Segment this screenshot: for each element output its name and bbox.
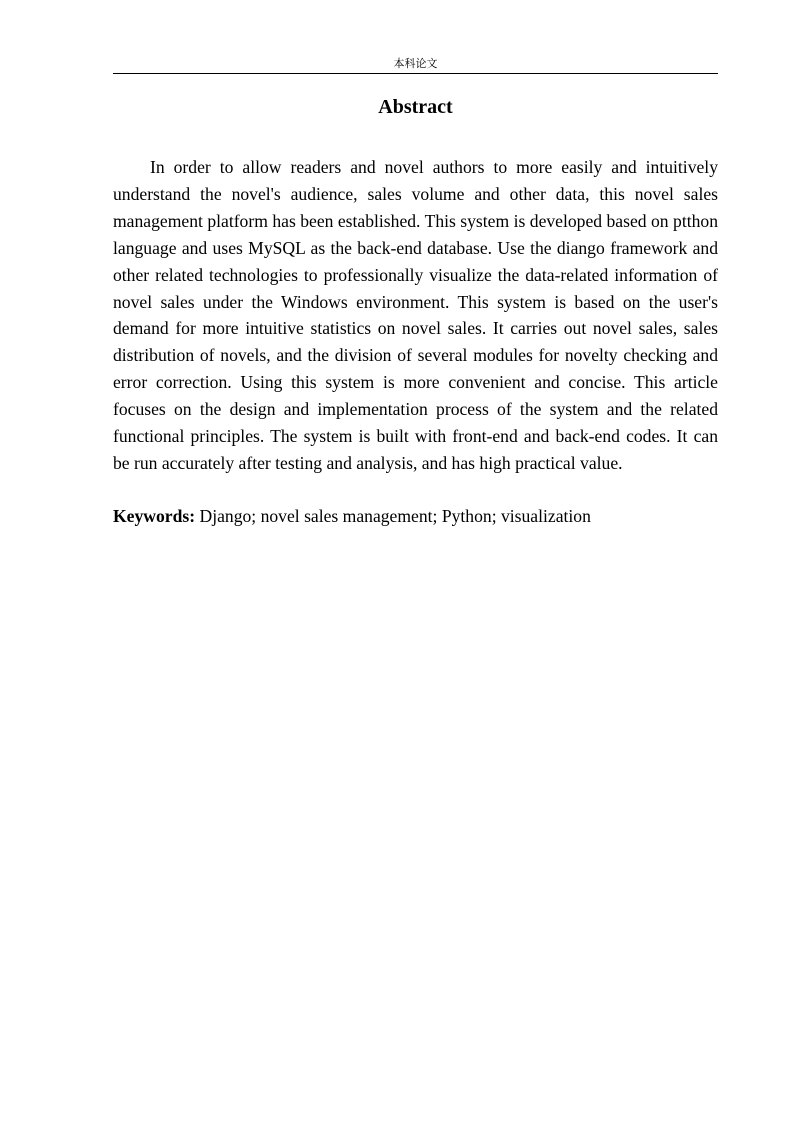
abstract-title: Abstract: [378, 96, 453, 118]
keywords-text: Django; novel sales management; Python; visualization: [199, 506, 591, 526]
running-header: 本科论文: [393, 57, 438, 70]
abstract-body: In order to allow readers and novel authors to more easily and intuitively understand the novel's audience, sales volume and other data, this novel sales management platform has been established. This system is developed based on ptthon language and uses MySQL as the back-end database. Use the diango framework and other related technologies to professionally visualize the data-related information of novel sales under the Windows environment. This system is based on the user's demand for more intuitive statistics on novel sales. It carries out novel sales, sales distribution of novels, and the division of several modules for novelty checking and error correction. Using this system is more convenient and concise. This article focuses on the design and implementation process of the system and the related functional principles. The system is built with front-end and back-end codes. It can be run accurately after testing and analysis, and has high practical value.: [113, 157, 718, 473]
keywords-line: [113, 503, 718, 530]
keywords-label: Keywords:: [113, 506, 196, 526]
header-divider: [113, 73, 718, 74]
